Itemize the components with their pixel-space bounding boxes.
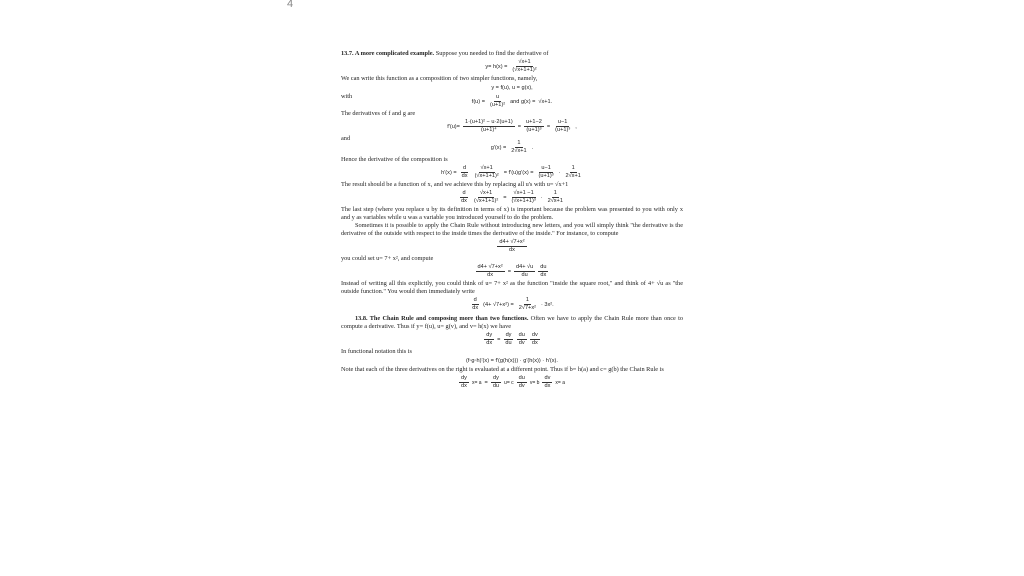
numerator: 1	[517, 140, 521, 146]
numerator: dy	[492, 375, 499, 381]
fraction	[509, 140, 528, 155]
denominator: (u+1)³	[555, 127, 571, 133]
denominator: 2√x+1	[511, 148, 527, 154]
eq-text: (4+ √7+x²) =	[483, 301, 514, 308]
document-body	[341, 50, 683, 391]
fraction	[473, 165, 501, 180]
fraction	[564, 165, 583, 180]
dot: ·	[540, 194, 543, 201]
eq-lhs: f(u) =	[471, 98, 485, 105]
fraction	[514, 264, 535, 279]
eq-text: = f′(u)g′(x) =	[503, 169, 534, 176]
equals: =	[503, 194, 507, 201]
denominator: (√x+1+1)²	[512, 67, 537, 73]
section-13-8-intro	[341, 315, 683, 331]
equation-fprime	[341, 119, 683, 134]
fraction	[484, 332, 494, 347]
equals: =	[517, 123, 521, 130]
denominator: (√x+1+1)²	[474, 173, 499, 179]
fraction	[517, 375, 527, 390]
fraction	[517, 297, 538, 312]
denominator: dx	[509, 247, 515, 253]
numerator: √x+1 −1	[513, 190, 534, 196]
fraction	[537, 165, 556, 180]
numerator: u−1	[557, 119, 568, 125]
denominator: dx	[461, 383, 467, 389]
fraction	[476, 264, 505, 279]
paragraph: The derivatives of f and g are	[341, 110, 416, 117]
equation-chain-example	[341, 264, 683, 279]
fraction	[524, 119, 544, 134]
equals: =	[507, 268, 511, 275]
equation-chain-three	[341, 332, 683, 347]
denominator: dx	[486, 340, 493, 346]
numerator: √x+1	[479, 190, 493, 196]
denominator: du	[521, 272, 528, 278]
numerator: dy	[461, 375, 467, 381]
fraction	[491, 375, 501, 390]
eq-text: · 3x².	[540, 301, 554, 308]
subscript: x= a	[471, 379, 482, 386]
numerator: d4+ √7+x²	[499, 239, 525, 245]
subscript: v= b	[529, 379, 540, 386]
equation-result	[341, 190, 683, 205]
period: .	[531, 144, 534, 151]
numerator: 1·(u+1)² − u·2(u+1)	[464, 119, 513, 125]
numerator: √x+1	[518, 59, 531, 65]
numerator: dy	[486, 332, 493, 338]
eq-lhs: h′(x) =	[441, 169, 457, 176]
numerator: d	[473, 297, 477, 303]
equation-functional	[341, 357, 683, 365]
eq-text: √x+1.	[538, 98, 553, 105]
equation-hprime	[341, 165, 683, 180]
paragraph: you could set u= 7+ x², and compute	[341, 255, 434, 262]
denominator: (u+1)²	[489, 102, 506, 108]
numerator: du	[518, 332, 525, 338]
fraction	[517, 332, 527, 347]
fraction	[538, 264, 548, 279]
paragraph: Note that each of the three derivatives on the right is evaluated at a different point. Thus if b= h(a) and c= g(b) the Chain Rule is	[341, 366, 664, 373]
numerator: d4+ √u	[515, 264, 534, 270]
fraction	[553, 119, 572, 134]
fraction	[542, 375, 552, 390]
eq-lhs: f′(u)=	[447, 123, 460, 130]
denominator: dx	[487, 272, 494, 278]
section-13-7-intro	[341, 50, 683, 58]
numerator: dy	[505, 332, 512, 338]
eq-lhs: g′(x) =	[490, 144, 507, 151]
numerator: √x+1	[480, 165, 493, 171]
denominator: (√x+1+1)³	[511, 198, 536, 204]
denominator: dx	[540, 272, 547, 278]
equals: =	[546, 123, 551, 130]
numerator: du	[540, 264, 547, 270]
numerator: 1	[553, 190, 557, 196]
eq-text: y = f(u), u = g(x),	[491, 85, 533, 91]
denominator: 2√x+1	[547, 198, 563, 204]
equals: =	[497, 336, 501, 343]
denominator: (u+1)⁴	[481, 127, 497, 133]
equation-example	[341, 239, 683, 254]
denominator: dx	[544, 383, 551, 389]
fraction	[459, 375, 469, 390]
eq-text: and g(x) =	[510, 98, 536, 105]
fraction	[459, 190, 469, 205]
fraction	[470, 297, 480, 312]
denominator: dv	[518, 340, 525, 346]
page-number: 4	[287, 0, 294, 10]
intro-text: Often we have to apply the Chain Rule more than once to compute a derivative. Thus if y= f(u), u= g(v), and v= h(x) we have	[341, 315, 683, 330]
numerator: 1	[525, 297, 529, 303]
paragraph: In functional notation this is	[341, 348, 413, 355]
paragraph: Hence the derivative of the composition is	[341, 156, 448, 163]
eq-text: (f◦g◦h)′(x) = f′(g(h(x))) · g′(h(x)) · h′(x).	[466, 358, 558, 364]
equation-composition	[341, 84, 683, 92]
paragraph: We can write this function as a composition of two simpler functions, namely,	[341, 75, 538, 82]
fraction	[530, 332, 540, 347]
denominator: 2√x+1	[565, 173, 581, 179]
paragraph: The result should be a function of x, and we achieve this by replacing all u's with u= √x+1	[341, 181, 569, 188]
denominator: (√x+1+1)²	[473, 198, 499, 204]
denominator: du	[505, 340, 512, 346]
paragraph: and	[341, 135, 351, 142]
comma: ,	[575, 123, 577, 130]
denominator: dx	[461, 198, 467, 204]
fraction	[503, 332, 513, 347]
dot: ·	[558, 169, 561, 176]
denominator: (u+1)³	[526, 127, 542, 133]
paragraph: Instead of writing all this explicitly, you could think of u= 7+ x² as the function "inside the square root," and think of 4+ √u as "the outside function." You would then immediately write	[341, 280, 683, 295]
fraction	[472, 190, 500, 205]
denominator: dx	[472, 305, 479, 311]
numerator: d	[463, 165, 467, 171]
denominator: dx	[531, 340, 538, 346]
numerator: dv	[531, 332, 538, 338]
fraction	[546, 190, 565, 205]
equation-f-g	[341, 94, 683, 109]
fraction	[497, 239, 526, 254]
paragraph: with	[341, 93, 353, 100]
equals: =	[484, 379, 488, 386]
fraction	[460, 165, 470, 180]
intro-text: Suppose you needed to find the derivative of	[435, 50, 549, 57]
subscript: u= c	[504, 379, 514, 386]
numerator: du	[518, 375, 525, 381]
numerator: dv	[544, 375, 551, 381]
numerator: 1	[571, 165, 575, 171]
section-heading: 13.8. The Chain Rule and composing more than two functions.	[355, 315, 529, 322]
fraction	[509, 190, 537, 205]
denominator: du	[492, 383, 500, 389]
denominator: (u+1)³	[538, 173, 554, 179]
numerator: u−1	[541, 165, 551, 171]
eq-lhs: y= h(x) =	[485, 63, 508, 70]
denominator: dv	[518, 383, 525, 389]
equation-immediate	[341, 297, 683, 312]
paragraph: The last step (where you replace u by its definition in terms of x) is important because the problem was presented to you with only x and y as variables while u was a variable you introduced yourself to do the problem.	[341, 206, 683, 221]
subscript: x= a	[555, 379, 565, 386]
numerator: d4+ √7+x²	[477, 264, 503, 270]
equation-evaluated	[341, 375, 683, 390]
section-heading: 13.7. A more complicated example.	[341, 50, 435, 57]
fraction	[463, 119, 515, 134]
fraction	[488, 94, 507, 109]
numerator: u+1−2	[525, 119, 542, 125]
denominator: dx	[461, 173, 468, 179]
denominator: 2√7+x²	[518, 305, 536, 311]
numerator: u	[495, 94, 500, 100]
equation-gprime	[341, 140, 683, 155]
numerator: d	[462, 190, 466, 196]
fraction	[510, 59, 538, 74]
paragraph: Sometimes it is possible to apply the Chain Rule without introducing new letters, and you will simply think "the derivative is the derivative of the outside with respect to the inside times the derivative of the inside." For instance, to compute	[341, 222, 683, 237]
equation-h	[341, 59, 683, 74]
